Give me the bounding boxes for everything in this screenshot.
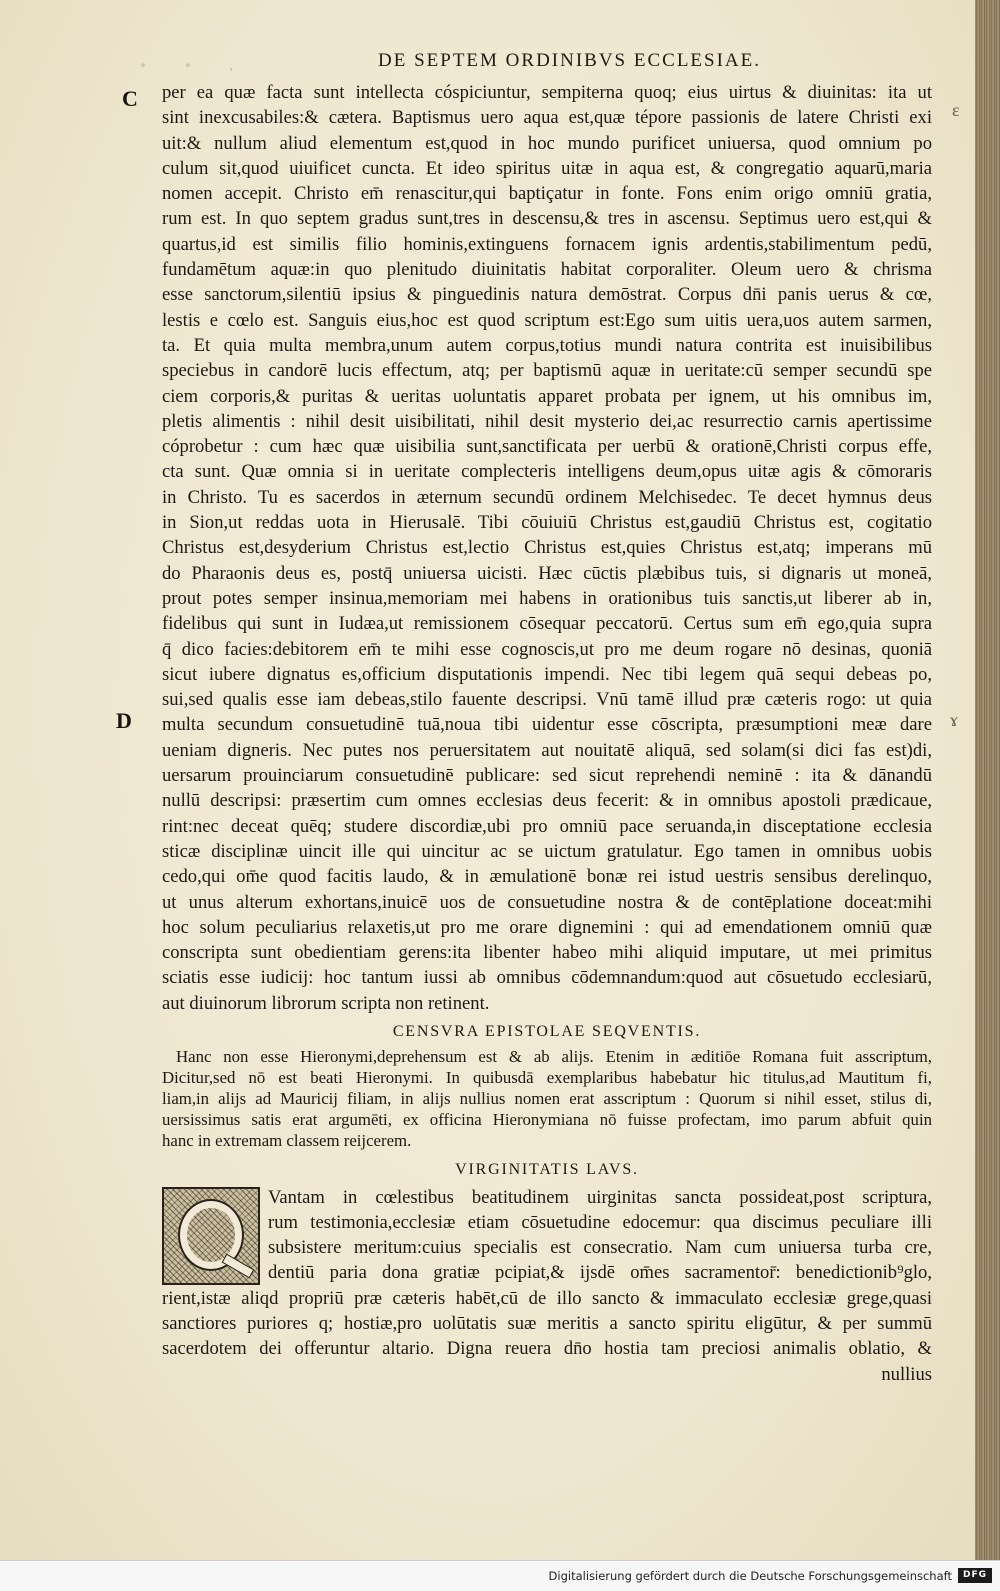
virginitatis-lines (162, 1185, 932, 1362)
text-line: ta. Et quia multa membra,unum autem corpus,totius mundi natura contrita est inuisibilibus (162, 334, 932, 356)
text-line: speciebus in candorē lucis effectum, atq; per baptismū aquæ in ueritate:cū semper secundū spe (162, 360, 932, 382)
running-head: DE SEPTEM ORDINIBVS ECCLESIAE. (378, 50, 762, 71)
text-line: sint inexcusabiles:& cætera. Baptismus uero aqua est,quæ tépore passionis de latere Christi exi (162, 107, 932, 129)
virginitatis-line: Vantam in cœlestibus beatitudinem uirginitas sancta possideat,post scriptura, (268, 1186, 932, 1208)
virginitatis-heading: VIRGINITATIS LAVS. (455, 1161, 639, 1179)
virginitatis-line: rum testimonia,ecclesiæ etiam cōsuetudine edocemur: qua discimus peculiare illi (268, 1211, 932, 1233)
right-margin-mark-lower: ɤ (950, 710, 958, 730)
text-line: q̄ dico facies:debitorem em̄ te mihi esse cognoscis,ut pro me deum rogare nō desinas, quoniā (162, 638, 932, 660)
text-line: ciem corporis,& puritas & ueritas uoluntatis apparet probata per ignem, ut his omnibus im, (162, 385, 932, 407)
text-line: do Pharaonis deus es, postq̄ uniuersa uicisti. Hæc cūctis plæbibus tuis, si dignaris ut moneā, (162, 562, 932, 584)
censura-paragraph (162, 1046, 932, 1151)
text-block (162, 80, 932, 1387)
virginitatis-paragraph (162, 1185, 932, 1387)
right-margin-mark: ɛ (952, 100, 960, 120)
text-line: nomen accepit. Christo em̄ renascitur,qui baptiçatur in fonte. Fons enim origo omniū gratia, (162, 183, 932, 205)
text-line: lestis e cœlo est. Sanguis eius,hoc est quod scriptum est:Ego sum uitis uera,uos autem sarmen, (162, 309, 932, 331)
virginitatis-line: dentiū paria dona gratiæ pcipiat,& ijsdē om̄es sacramentor̄: benedictionib⁹glo, (268, 1262, 932, 1284)
text-line: fidelibus qui sunt in Iudæa,ut remissionem cōsequar peccatorū. Certus sum em̄ ego,quia supra (162, 613, 932, 635)
decorated-initial-q (162, 1187, 260, 1285)
text-line: uersarum prouinciarum consuetudinē publicare: sed sicut reprehendi neminē : ita & dānandū (162, 765, 932, 787)
text-line: rint:nec deceat quēq; studere discordiæ,ubi pro omniū pace seruanda,in disceptatione ecclesia (162, 815, 932, 837)
text-line: multa secundum consuetudinē tuā,noua tibi uidentur esse cōscripta, præsumptioni meæ dare (162, 714, 932, 736)
text-line: cóprobetur : cum hæc quæ uisibilia sunt,sanctificata per uerbū & orationē,Christi corpus effe, (162, 436, 932, 458)
censura-line: Hanc non esse Hieronymi,deprehensum est & ab alijs. Etenim in æditiōe Romana fuit asscriptum, (176, 1047, 932, 1067)
dfg-logo: DFG (958, 1568, 992, 1583)
text-line: esse sanctorum,silentiū ipsius & pinguedinis natura demōstrat. Corpus dn̄i panis uerus & cœ, (162, 284, 932, 306)
main-paragraph (162, 80, 932, 1016)
text-line: nullū descripsi: præsertim cum omnes ecclesias deus fecerit: & in omnibus apostoli prædicaue, (162, 790, 932, 812)
censura-heading: CENSVRA EPISTOLAE SEQVENTIS. (392, 1022, 702, 1040)
text-line: rum est. In quo septem gradus sunt,tres in descensu,& tres in ascensu. Septimus uero est,qui & (162, 208, 932, 230)
censura-line: liam,in alijs ad Mauricij filiam, in alijs nullius nomen erat asscriptum : Quorum si nihil esset, stilus di, (162, 1089, 932, 1109)
margin-marker-c: C (122, 86, 138, 111)
text-line: pletis alimentis : nihil desit uisibilitati, nihil desit mysterio dei,ac resurrectio carnis apertissime (162, 410, 932, 432)
text-line: prout potes semper insinua,memoriam mei habens in orationibus tuis sanctis,ut liberer ab in, (162, 587, 932, 609)
text-line: ueniam digneris. Nec putes nos peruersitatem aut nouitatē aliquā, sed solam(si dici fas est)di, (162, 739, 932, 761)
footer-bar (0, 1560, 1000, 1591)
censura-line: Dicitur,sed nō est beati Hieronymi. In quibusdā exemplaribus habebatur hic titulus,ad Mautitum fi, (162, 1068, 932, 1088)
text-line: per ea quæ facta sunt intellecta cóspiciuntur, sempiterna quoq; eius uirtus & diuinitas: ita ut (162, 82, 932, 103)
page-edge (975, 0, 1000, 1560)
text-line: sciatis esse iudicij: hoc tantum iussi ab omnibus cōdemnandum:quod aut cōsuetudo ecclesiarū, (162, 967, 932, 989)
virginitatis-line: subsistere meritum:cuius specialis est consecratio. Nam cum uniuersa turba cre, (268, 1237, 932, 1259)
text-line: fundamētum aquæ:in quo plenitudo diuinitatis habitat corporaliter. Oleum uero & chrisma (162, 259, 932, 281)
text-line: hoc solum peculiarius relaxetis,ut pro me orare dignemini : qui ad emendationem omniū quæ (162, 916, 932, 938)
text-line: cedo,qui om̄e quod facitis laudo, & in æmulationē bonæ rei istud uestris sensibus derelinquo, (162, 866, 932, 888)
censura-line: hanc in extremam classem reijcerem. (162, 1131, 412, 1151)
text-line: sui,sed qualis esse iam debeas,stilo fauente descripsi. Vnū tamē illud præ cæteris rogo: ut quia (162, 689, 932, 711)
initial-tail (222, 1253, 255, 1278)
funding-credit: Digitalisierung gefördert durch die Deutsche Forschungsgemeinschaft (548, 1569, 952, 1583)
virginitatis-line: sanctiores puriores q; hostiæ,pro uolūtatis suæ meritis a sancto spiritu eligūtur, & per summū (162, 1313, 932, 1335)
censura-line: uersissimus satis erat argumēti, ex officina Hieronymiana nō fuisse profectam, imo parum abfuit quin (162, 1110, 932, 1130)
text-line: quartus,id est similis filio hominis,extinguens fornacem ignis ardentis,stabilimentum pedū, (162, 233, 932, 255)
text-line: Christus est,desyderium Christus est,lectio Christus est,quies Christus est,atq; imperans mū (162, 537, 932, 559)
text-line: uit:& nullum aliud elementum est,quod in hoc mundo purificet uniuersa, quod omnium po (162, 132, 932, 154)
text-line: conscripta sunt obedientiam gerens:ita libenter habeo mihi aliquid imputare, ut mei primitus (162, 942, 932, 964)
virginitatis-line: rient,istæ aliqd propriū præ cæteris habēt,cū de illo sancto & immaculato ecclesiæ grege,quasi (162, 1287, 932, 1309)
catchword: nullius (881, 1363, 932, 1385)
virginitatis-line: sacerdotem dei offeruntur altario. Digna reuera dn̄o hostia tam preciosi animalis oblatio, & (162, 1338, 932, 1360)
text-line: culum sit,quod uiuificet cuncta. Et ideo spiritus uitæ in aqua est, & congregatio aquarū,maria (162, 157, 932, 179)
text-line: cta sunt. Quæ omnia si in ueritate complecteris intelligens deum,opus uitæ agis & cōmoraris (162, 461, 932, 483)
margin-marker-d: D (116, 708, 132, 733)
text-line: aut diuinorum librorum scripta non retinent. (162, 992, 490, 1014)
text-line: sticæ disciplinæ uincit ille qui uincitur ac se uictum gratulatur. Ego tamen in omnibus uobis (162, 840, 932, 862)
text-line: sicut iubere dignatus es,officium disputationis impendi. Nec tibi legem quā sequi debeas po, (162, 663, 932, 685)
top-margin-marks: ∘ ∘ , (140, 58, 251, 72)
text-line: in Christo. Tu es sacerdos in æternum secundū ordinem Melchisedec. Te decet hymnus deus (162, 486, 932, 508)
text-line: in Sion,ut reddas uota in Hierusalē. Tibi cōuiuiū Christus est,gaudiū Christus est, cogitatio (162, 512, 932, 534)
text-line: ut unus alterum exhortans,inuicē uos de consuetudine nostra & de contēplatione doceat:mihi (162, 891, 932, 913)
